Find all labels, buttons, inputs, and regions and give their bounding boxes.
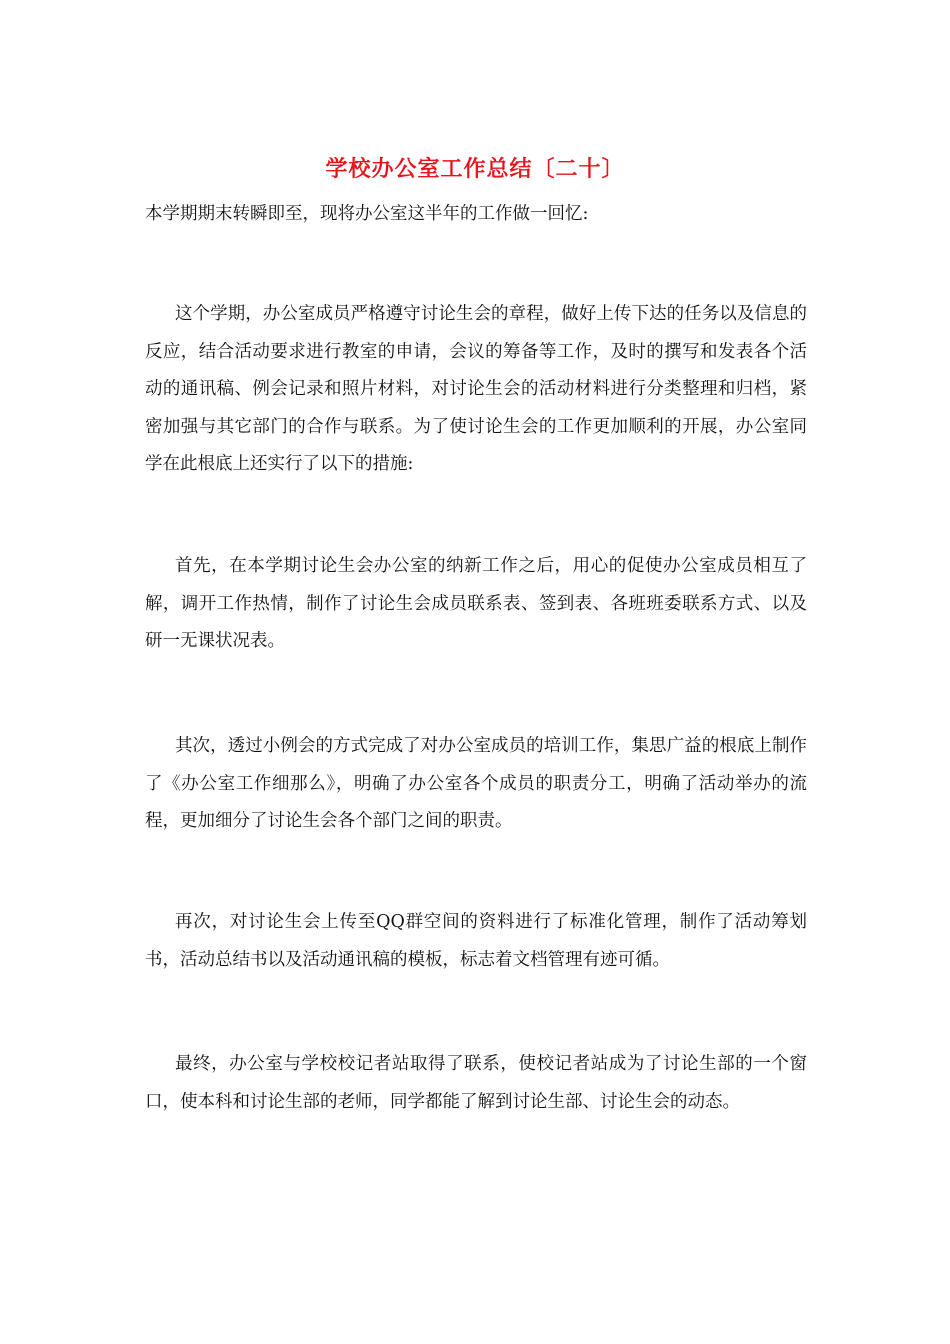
intro-paragraph: 本学期期末转瞬即至，现将办公室这半年的工作做一回忆:	[145, 204, 589, 224]
body-paragraph-5: 最终，办公室与学校校记者站取得了联系，使校记者站成为了讨论生部的一个窗口，使本科和讨论生部的老师，同学都能了解到讨论生部、讨论生会的动态。	[145, 1054, 807, 1112]
body-paragraph-4: 再次，对讨论生会上传至QQ群空间的资料进行了标准化管理，制作了活动筹划书，活动总结书以及活动通讯稿的模板，标志着文档管理有迹可循。	[145, 912, 807, 970]
document-title: 学校办公室工作总结〔二十〕	[325, 156, 625, 182]
body-paragraph-3: 其次，透过小例会的方式完成了对办公室成员的培训工作，集思广益的根底上制作了《办公室工作细那么》，明确了办公室各个成员的职责分工，明确了活动举办的流程，更加细分了讨论生会各个部门之间的职责。	[145, 736, 807, 831]
body-paragraph-2: 首先，在本学期讨论生会办公室的纳新工作之后，用心的促使办公室成员相互了解，调开工作热情，制作了讨论生会成员联系表、签到表、各班班委联系方式、以及研一无课状况表。	[145, 556, 807, 651]
body-paragraph-1: 这个学期，办公室成员严格遵守讨论生会的章程，做好上传下达的任务以及信息的反应，结合活动要求进行教室的申请，会议的筹备等工作，及时的撰写和发表各个活动的通讯稿、例会记录和照片材料，对讨论生会的活动材料进行分类整理和归档，紧密加强与其它部门的合作与联系。为了使讨论生会的工作更加顺利的开展，办公室同学在此根底上还实行了以下的措施:	[145, 304, 807, 474]
